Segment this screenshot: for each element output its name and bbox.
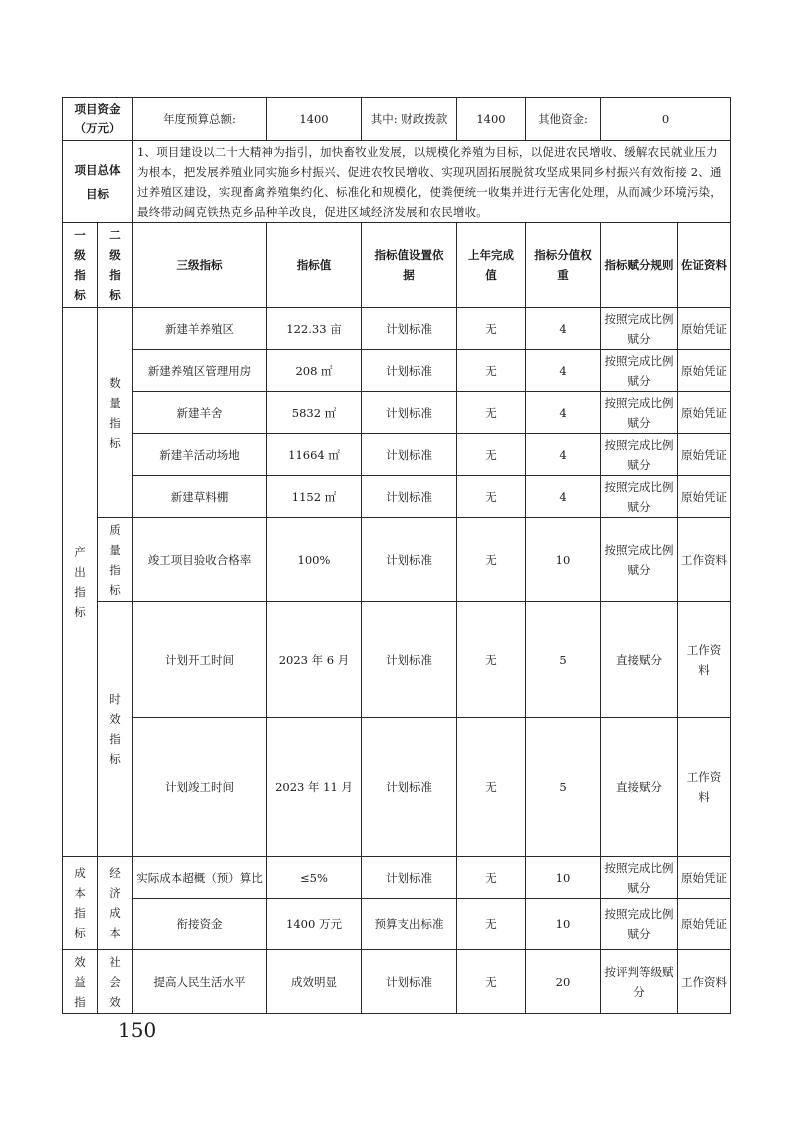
funds-label-line2: （万元） [74,121,121,135]
fiscal-value: 1400 [457,98,526,141]
indicator-evidence: 工作资料 [678,718,731,857]
indicator-value: 122.33 亩 [267,308,362,350]
indicator-weight: 10 [526,899,601,950]
header-level2 [98,223,133,308]
indicator-value: 100% [267,518,362,602]
group-economic-cost-char: 本 [109,926,121,940]
group-benefit-char: 指 [74,994,86,1009]
group-quantity-char: 数 [109,375,121,390]
group-social-benefit-char: 效 [109,994,121,1009]
group-quality-char: 指 [109,562,121,577]
indicator-basis: 计划标准 [362,950,457,1014]
group-output-char: 出 [74,565,86,579]
group-timeliness-char: 指 [109,732,121,746]
table-row [63,899,731,950]
indicator-evidence: 工作资料 [678,602,731,718]
table-row [63,518,731,602]
funds-row [63,98,731,141]
table-row [63,857,731,899]
indicator-evidence: 原始凭证 [678,350,731,392]
indicator-rule: 按照完成比例赋分 [601,350,678,392]
indicator-last-year: 无 [457,950,526,1014]
group-output-char: 指 [74,585,86,599]
group-benefit-char: 效 [74,954,86,969]
indicator-basis: 计划标准 [362,718,457,857]
group-quality-char: 标 [109,582,121,597]
header-level1 [63,223,98,308]
indicator-rule: 直接赋分 [601,602,678,718]
indicator-last-year: 无 [457,476,526,518]
indicator-last-year: 无 [457,308,526,350]
group-quantity-char: 量 [109,395,121,410]
group-quality [98,518,133,602]
indicator-rule: 按照完成比例赋分 [601,308,678,350]
indicator-name: 计划开工时间 [133,602,267,718]
indicator-evidence: 原始凭证 [678,857,731,899]
indicator-rule: 按照完成比例赋分 [601,857,678,899]
indicator-name: 新建羊养殖区 [133,308,267,350]
header-level3: 三级指标 [133,223,267,308]
indicator-weight: 4 [526,434,601,476]
group-output-char: 产 [74,545,86,559]
header-last-year: 上年完成值 [457,223,526,308]
indicator-name: 新建养殖区管理用房 [133,350,267,392]
indicator-evidence: 原始凭证 [678,476,731,518]
indicator-weight: 10 [526,857,601,899]
indicator-name: 新建草料棚 [133,476,267,518]
annual-total-label: 年度预算总额: [133,98,267,141]
indicator-basis: 预算支出标准 [362,899,457,950]
goal-row [63,141,731,223]
performance-table [62,97,731,1014]
indicator-value: 208 ㎡ [267,350,362,392]
indicator-evidence: 原始凭证 [678,899,731,950]
header-level1-char: 级 [74,248,86,262]
indicator-last-year: 无 [457,899,526,950]
indicator-name: 衔接资金 [133,899,267,950]
indicator-last-year: 无 [457,434,526,476]
indicator-rule: 按照完成比例赋分 [601,434,678,476]
group-cost-char: 成 [74,866,86,880]
table-row [63,392,731,434]
indicator-name: 竣工项目验收合格率 [133,518,267,602]
group-timeliness-char: 效 [109,712,121,726]
header-row [63,223,731,308]
indicator-weight: 10 [526,518,601,602]
indicator-weight: 4 [526,392,601,434]
header-level1-char: 一 [74,228,86,242]
group-quality-char: 质 [109,522,121,537]
indicator-basis: 计划标准 [362,476,457,518]
indicator-value: 2023 年 11 月 [267,718,362,857]
header-level2-char: 二 [109,228,121,242]
group-quantity [98,308,133,518]
group-quantity-char: 标 [109,435,121,450]
header-rule: 指标赋分规则 [601,223,678,308]
goal-text: 1、项目建设以二十大精神为指引，加快畜牧业发展，以规模化养殖为目标，以促进农民增收、缓解农民就业压力为根本，把发展养殖业同实施乡村振兴、促进农牧民增收、实现巩固拓展脱贫攻坚成果同乡村振兴有效衔接 2、通过养殖区建设，实现畜禽养殖集约化、标准化和规模化，使粪便统一收集并进行无害化处理，从而减少环境污染，最终带动阔克铁热克乡品种羊改良，促进区域经济发展和农民增收。 [133,141,731,223]
indicator-basis: 计划标准 [362,857,457,899]
indicator-value: 2023 年 6 月 [267,602,362,718]
header-value: 指标值 [267,223,362,308]
indicator-value: 成效明显 [267,950,362,1014]
group-quality-char: 量 [109,542,121,557]
indicator-name: 实际成本超概（预）算比 [133,857,267,899]
indicator-weight: 4 [526,350,601,392]
indicator-value: 5832 ㎡ [267,392,362,434]
fiscal-label: 其中: 财政拨款 [362,98,457,141]
table-row [63,350,731,392]
goal-label-line1: 项目总体 [74,162,121,177]
group-social-benefit-char: 社 [109,954,121,969]
indicator-basis: 计划标准 [362,350,457,392]
indicator-name: 计划竣工时间 [133,718,267,857]
indicator-basis: 计划标准 [362,308,457,350]
indicator-last-year: 无 [457,718,526,857]
indicator-basis: 计划标准 [362,392,457,434]
group-economic-cost-char: 成 [109,906,121,920]
group-benefit-char: 益 [74,974,86,989]
other-funds-value: 0 [601,98,731,141]
indicator-rule: 按照完成比例赋分 [601,518,678,602]
funds-label [63,98,133,141]
group-timeliness-char: 时 [109,692,121,706]
header-weight: 指标分值权重 [526,223,601,308]
table-row [63,950,731,1014]
indicator-last-year: 无 [457,602,526,718]
indicator-last-year: 无 [457,350,526,392]
indicator-last-year: 无 [457,857,526,899]
indicator-weight: 4 [526,476,601,518]
indicator-value: 1400 万元 [267,899,362,950]
indicator-weight: 5 [526,718,601,857]
table-row [63,718,731,857]
indicator-weight: 20 [526,950,601,1014]
indicator-value: ≤5% [267,857,362,899]
group-economic-cost [98,857,133,950]
table-row [63,602,731,718]
table-row [63,476,731,518]
group-social-benefit-char: 会 [109,974,121,989]
table-row [63,434,731,476]
group-timeliness-char: 标 [109,752,121,766]
indicator-name: 新建羊舍 [133,392,267,434]
indicator-value: 1152 ㎡ [267,476,362,518]
page-number: 150 [118,1018,157,1042]
table-row [63,308,731,350]
indicator-last-year: 无 [457,392,526,434]
group-cost-char: 本 [74,886,86,900]
indicator-basis: 计划标准 [362,518,457,602]
goal-label [63,141,133,223]
indicator-rule: 按评判等级赋分 [601,950,678,1014]
indicator-name: 新建羊活动场地 [133,434,267,476]
header-level1-char: 标 [74,288,86,302]
header-evidence: 佐证资料 [678,223,731,308]
group-cost [63,857,98,950]
group-economic-cost-char: 济 [109,886,121,900]
group-timeliness [98,602,133,857]
group-output [63,308,98,857]
header-basis: 指标值设置依据 [362,223,457,308]
indicator-evidence: 原始凭证 [678,392,731,434]
indicator-rule: 按照完成比例赋分 [601,392,678,434]
group-cost-char: 指 [74,906,86,920]
group-output-char: 标 [74,605,86,619]
goal-label-line2: 目标 [86,186,109,201]
header-level2-char: 标 [109,288,121,302]
indicator-rule: 按照完成比例赋分 [601,476,678,518]
indicator-weight: 5 [526,602,601,718]
indicator-basis: 计划标准 [362,602,457,718]
group-economic-cost-char: 经 [109,866,121,880]
indicator-weight: 4 [526,308,601,350]
group-cost-char: 标 [74,926,86,940]
indicator-basis: 计划标准 [362,434,457,476]
indicator-last-year: 无 [457,518,526,602]
group-benefit [63,950,98,1014]
indicator-evidence: 原始凭证 [678,308,731,350]
group-social-benefit [98,950,133,1014]
indicator-evidence: 工作资料 [678,950,731,1014]
header-level2-char: 级 [109,248,121,262]
indicator-value: 11664 ㎡ [267,434,362,476]
indicator-evidence: 原始凭证 [678,434,731,476]
group-quantity-char: 指 [109,415,121,430]
header-level1-char: 指 [74,268,86,282]
indicator-evidence: 工作资料 [678,518,731,602]
indicator-name: 提高人民生活水平 [133,950,267,1014]
annual-total-value: 1400 [267,98,362,141]
funds-label-line1: 项目资金 [74,102,121,116]
other-funds-label: 其他资金: [526,98,601,141]
indicator-rule: 按照完成比例赋分 [601,899,678,950]
indicator-rule: 直接赋分 [601,718,678,857]
header-level2-char: 指 [109,268,121,282]
